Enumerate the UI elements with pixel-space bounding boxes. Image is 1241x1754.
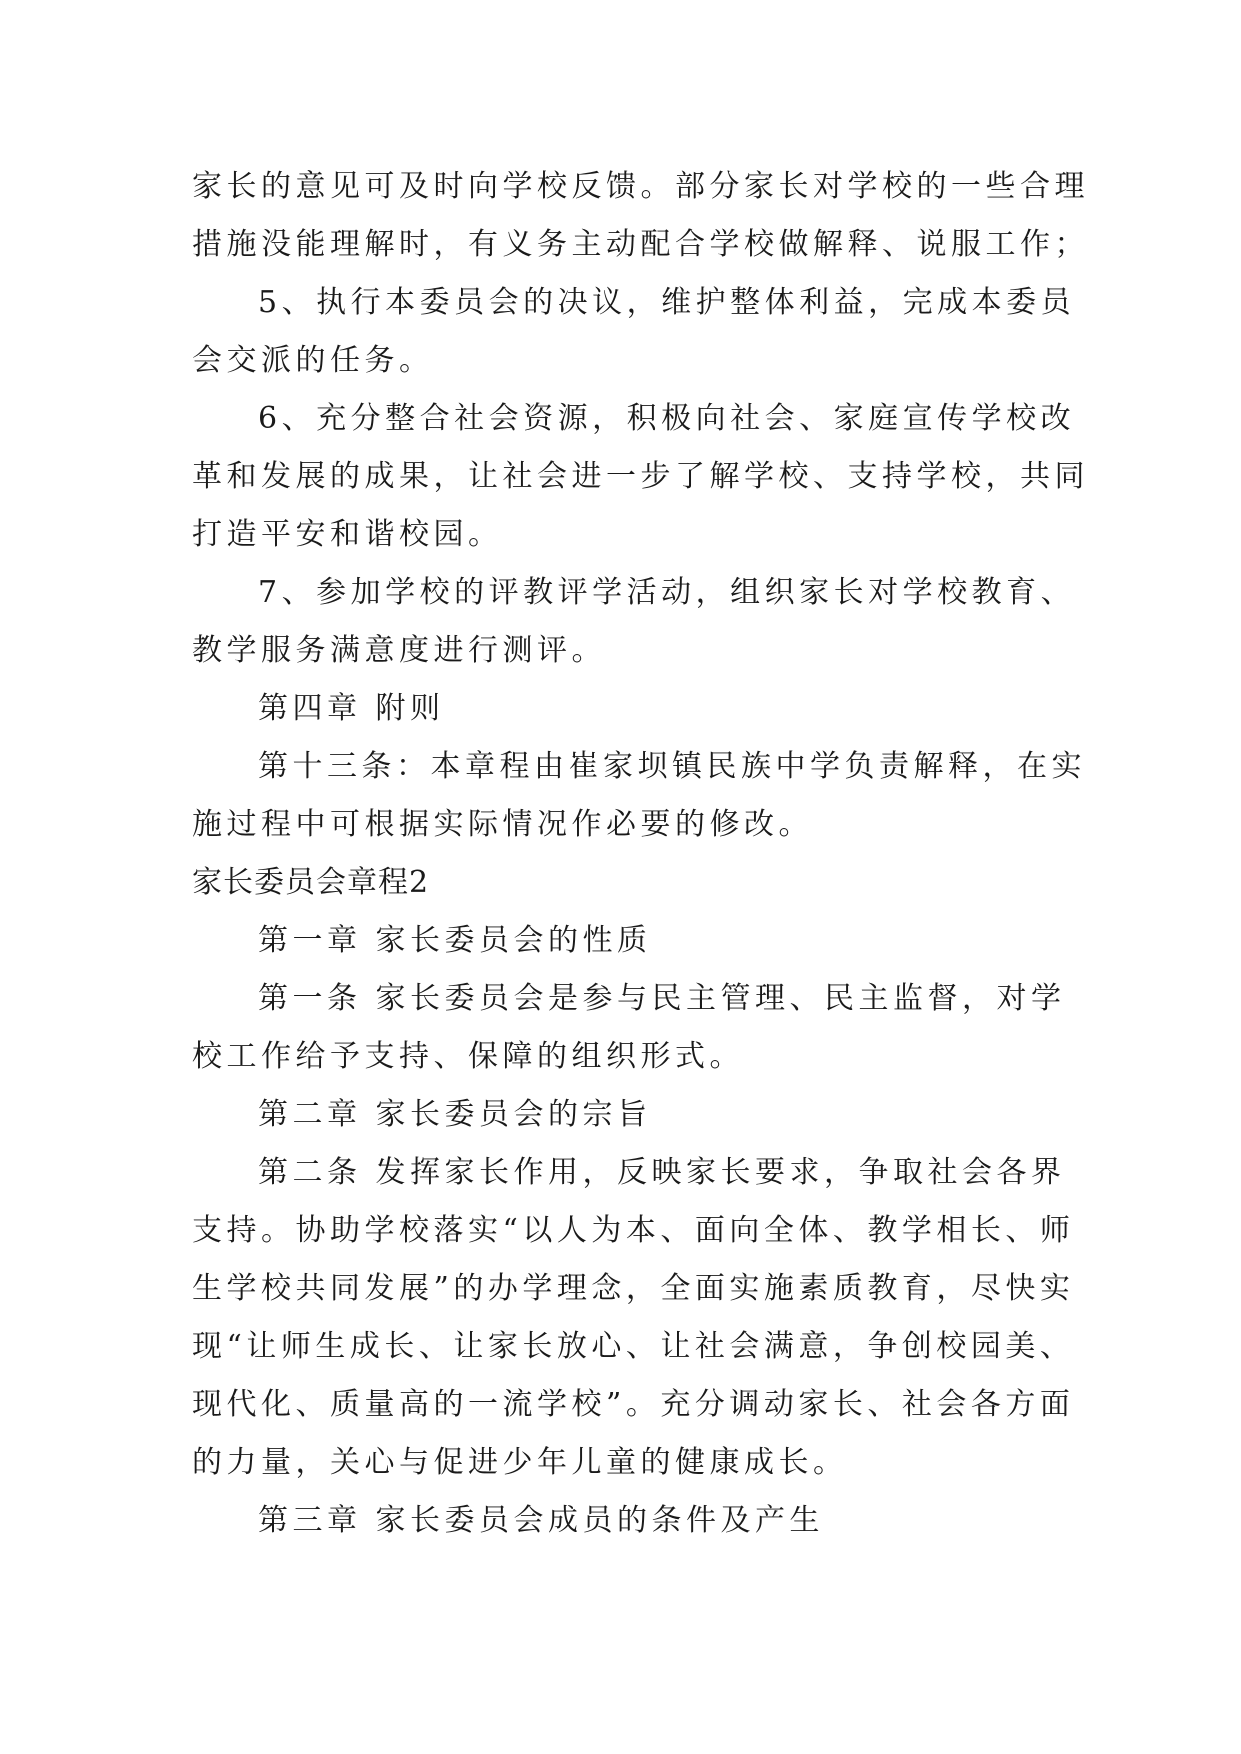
chapter-heading: 第二章 家长委员会的宗旨 (258, 1097, 652, 1132)
article-paragraph: 第一条 家长委员会是参与民主管理、民主监督，对学 (258, 981, 1066, 1016)
body-line: 生学校共同发展”的办学理念，全面实施素质教育，尽快实 (192, 1271, 1075, 1306)
body-line: 家长的意见可及时向学校反馈。部分家长对学校的一些合理 (192, 169, 1089, 204)
body-line: 现“让师生成长、让家长放心、让社会满意，争创校园美、 (192, 1329, 1075, 1364)
chapter-heading: 第一章 家长委员会的性质 (258, 923, 652, 958)
list-item-6: 6、充分整合社会资源，积极向社会、家庭宣传学校改 (258, 401, 1076, 436)
section-title: 家长委员会章程2 (192, 865, 430, 900)
body-line: 现代化、质量高的一流学校”。充分调动家长、社会各方面 (192, 1387, 1075, 1422)
chapter-heading: 第四章 附则 (258, 691, 445, 726)
body-line: 会交派的任务。 (192, 343, 434, 378)
chapter-heading: 第三章 家长委员会成员的条件及产生 (258, 1503, 825, 1538)
body-line: 施过程中可根据实际情况作必要的修改。 (192, 807, 813, 842)
article-paragraph: 第十三条：本章程由崔家坝镇民族中学负责解释，在实 (258, 749, 1086, 784)
body-line: 打造平安和谐校园。 (192, 517, 503, 552)
list-item-7: 7、参加学校的评教评学活动，组织家长对学校教育、 (258, 575, 1076, 610)
body-line: 革和发展的成果，让社会进一步了解学校、支持学校，共同 (192, 459, 1089, 494)
body-line: 支持。协助学校落实“以人为本、面向全体、教学相长、师 (192, 1213, 1075, 1248)
list-item-5: 5、执行本委员会的决议，维护整体利益，完成本委员 (258, 285, 1076, 320)
document-body (192, 158, 1089, 1550)
body-line: 校工作给予支持、保障的组织形式。 (192, 1039, 744, 1074)
body-line: 的力量，关心与促进少年儿童的健康成长。 (192, 1445, 848, 1480)
body-line: 措施没能理解时，有义务主动配合学校做解释、说服工作； (192, 227, 1089, 262)
article-paragraph: 第二条 发挥家长作用，反映家长要求，争取社会各界 (258, 1155, 1066, 1190)
body-line: 教学服务满意度进行测评。 (192, 633, 606, 668)
